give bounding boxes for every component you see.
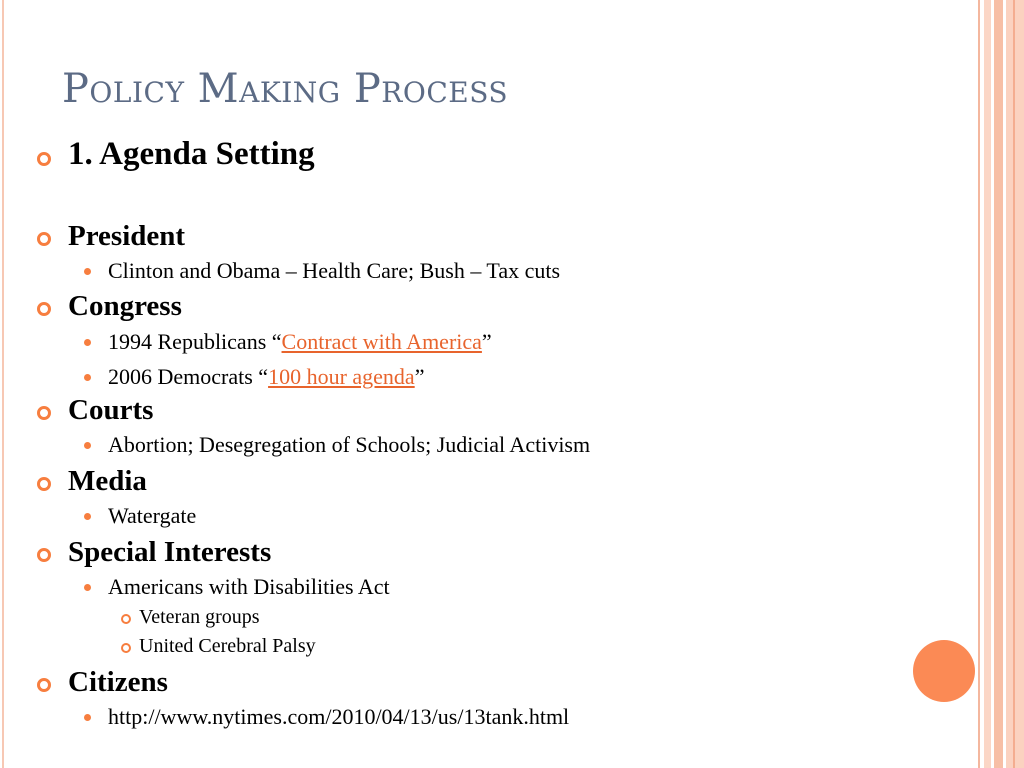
ring-bullet-icon [121, 643, 131, 653]
congress-item-2006-suffix: ” [414, 364, 425, 389]
ring-bullet-icon [121, 614, 131, 624]
congress-item-2006-prefix: 2006 Democrats “ [108, 364, 269, 389]
congress-item-1994-suffix: ” [481, 329, 492, 354]
special-interests-item: Americans with Disabilities Act [108, 574, 390, 599]
dot-bullet-icon [84, 442, 91, 449]
slide-title: Policy Making Process [62, 66, 509, 112]
congress-label: Congress [68, 290, 182, 322]
media-label: Media [68, 465, 147, 497]
dot-bullet-icon [84, 513, 91, 520]
special-interests-label: Special Interests [68, 536, 272, 568]
citizens-item-url: http://www.nytimes.com/2010/04/13/us/13tank.html [108, 704, 570, 729]
right-stripe-decoration [1013, 0, 1015, 768]
congress-item-1994 [108, 329, 492, 355]
ring-bullet-icon [37, 232, 51, 246]
courts-item: Abortion; Desegregation of Schools; Judicial Activism [108, 432, 591, 457]
agenda-heading: 1. Agenda Setting [68, 136, 315, 172]
dot-bullet-icon [84, 339, 91, 346]
congress-item-2006 [108, 364, 424, 390]
ring-bullet-icon [37, 548, 51, 562]
ring-bullet-icon [37, 678, 51, 692]
ring-bullet-icon [37, 302, 51, 316]
dot-bullet-icon [84, 268, 91, 275]
right-stripe-decoration [1006, 0, 1024, 768]
ring-bullet-icon [37, 477, 51, 491]
media-item: Watergate [108, 503, 197, 528]
ring-bullet-icon [37, 406, 51, 420]
citizens-label: Citizens [68, 666, 168, 698]
right-stripe-decoration [978, 0, 980, 768]
contract-with-america-link[interactable]: Contract with America [281, 329, 482, 354]
dot-bullet-icon [84, 714, 91, 721]
right-stripe-decoration [984, 0, 991, 768]
president-item: Clinton and Obama – Health Care; Bush – Tax cuts [108, 258, 561, 283]
special-interests-subitem: Veteran groups [139, 606, 260, 628]
dot-bullet-icon [84, 374, 91, 381]
ring-bullet-icon [37, 152, 51, 166]
president-label: President [68, 220, 186, 252]
orange-circle-decoration [913, 640, 975, 702]
left-border-decoration [2, 0, 4, 768]
dot-bullet-icon [84, 584, 91, 591]
right-stripe-decoration [994, 0, 1003, 768]
courts-label: Courts [68, 394, 154, 426]
100-hour-agenda-link[interactable]: 100 hour agenda [268, 364, 415, 389]
special-interests-subitem: United Cerebral Palsy [139, 635, 316, 657]
congress-item-1994-prefix: 1994 Republicans “ [108, 329, 282, 354]
